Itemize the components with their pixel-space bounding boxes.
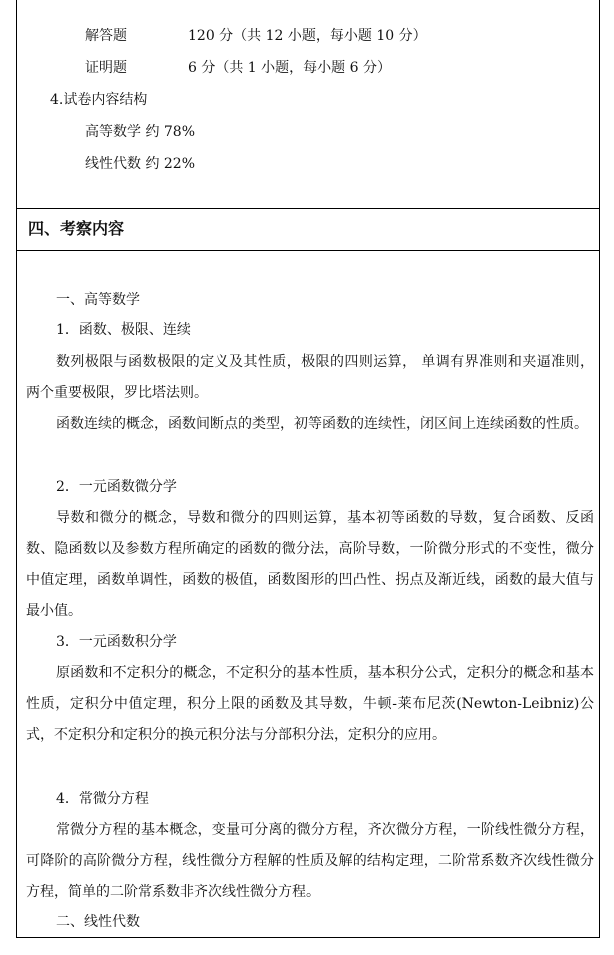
row-divider [16,208,600,209]
score-item-name: 证明题 [85,60,127,76]
topic-paragraph: 数列极限与函数极限的定义及其性质，极限的四则运算， 单调有界准则和夹逼准则， 两个重要极限，罗比塔法则。 [26,354,594,401]
topic-heading: 4．常微分方程 [56,791,149,807]
topic-paragraph: 常微分方程的基本概念，变量可分离的微分方程，齐次微分方程，一阶线性微分方程，可降阶的高阶微分方程，线性微分方程解的性质及解的结构定理，二阶常系数齐次线性微分方程，简单的二阶常系数非齐次线性微分方程。 [26,822,594,900]
section-title: 四、考察内容 [28,219,125,238]
score-item-name: 解答题 [85,28,127,44]
structure-item: 高等数学 约 78% [85,124,196,140]
row-divider [16,250,600,251]
topic-heading: 3．一元函数积分学 [56,634,177,650]
part-heading: 二、线性代数 [56,914,140,930]
part-heading: 一、高等数学 [56,292,140,308]
topic-heading: 2．一元函数微分学 [56,479,177,495]
score-item-detail: 6 分（共 1 小题，每小题 6 分） [188,60,391,76]
topic-paragraph: 原函数和不定积分的概念，不定积分的基本性质，基本积分公式，定积分的概念和基本性质，定积分中值定理，积分上限的函数及其导数，牛顿-莱布尼茨(Newton-Leibniz)公式，不定积分和定积分的换元积分法与分部积分法，定积分的应用。 [26,665,594,743]
topic-paragraph: 函数连续的概念，函数间断点的类型，初等函数的连续性，闭区间上连续函数的性质。 [56,416,588,432]
structure-item: 线性代数 约 22% [85,156,196,172]
topic-heading: 1．函数、极限、连续 [56,322,191,338]
topic-paragraph: 导数和微分的概念，导数和微分的四则运算，基本初等函数的导数，复合函数、反函数、隐函数以及参数方程所确定的函数的微分法，高阶导数，一阶微分形式的不变性，微分中值定理，函数单调性，函数的极值，函数图形的凹凸性、拐点及渐近线，函数的最大值与最小值。 [26,510,594,619]
score-item-detail: 120 分（共 12 小题，每小题 10 分） [188,28,427,44]
structure-heading: 4.试卷内容结构 [50,92,148,108]
